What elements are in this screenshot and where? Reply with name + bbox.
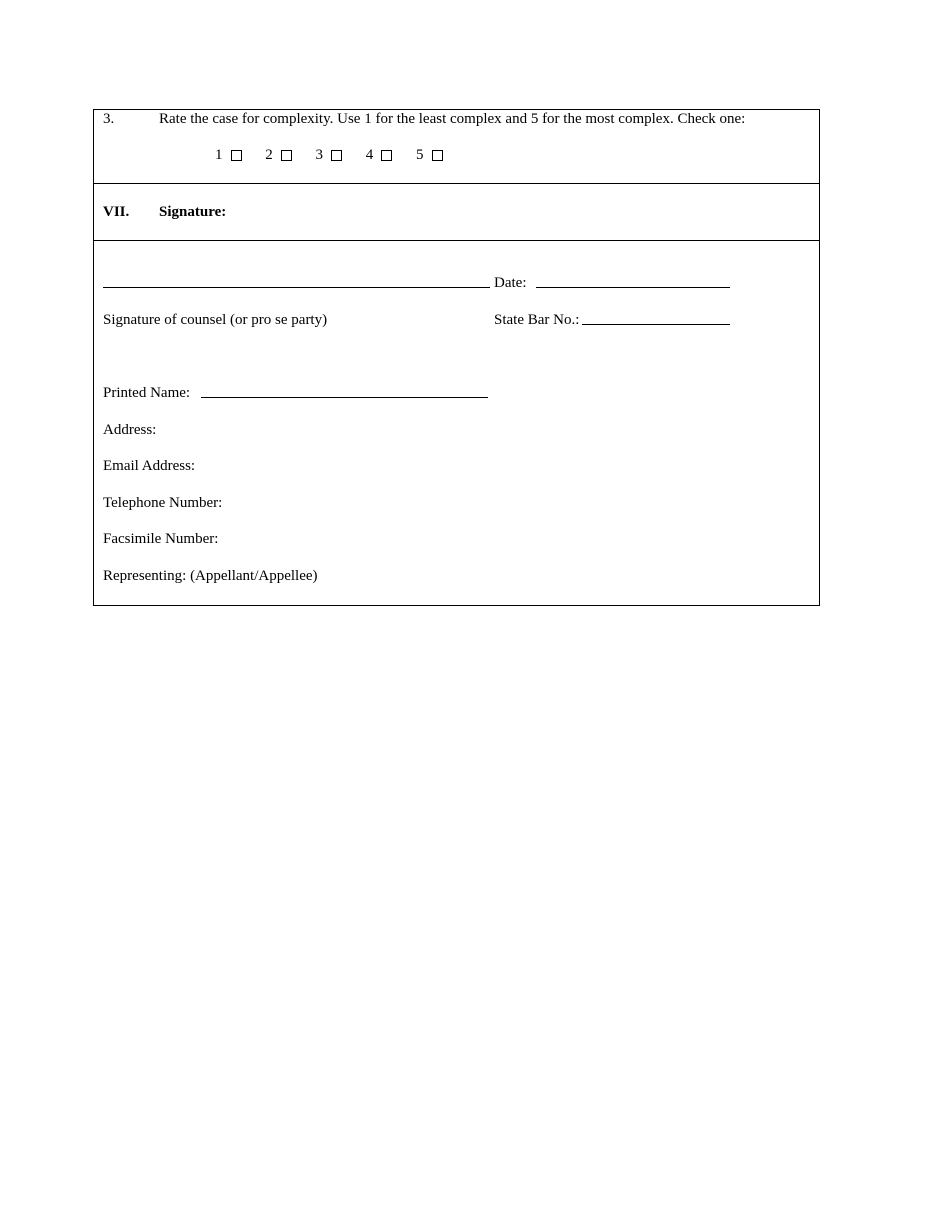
fax-label: Facsimile Number: xyxy=(103,531,219,547)
rating-label: 5 xyxy=(416,147,424,163)
state-bar-field[interactable] xyxy=(582,311,730,325)
signature-block xyxy=(94,241,819,607)
rating-option-1[interactable] xyxy=(215,146,242,164)
form-box xyxy=(93,109,820,606)
section-numeral: VII. xyxy=(103,204,130,220)
printed-name-field[interactable] xyxy=(201,384,488,398)
rating-checkbox-3[interactable] xyxy=(331,150,342,161)
rating-label: 3 xyxy=(315,147,323,163)
rating-checkbox-2[interactable] xyxy=(281,150,292,161)
signature-section-header xyxy=(94,184,819,241)
rating-label: 4 xyxy=(365,147,374,163)
address-label: Address: xyxy=(103,422,157,438)
rating-option-2[interactable] xyxy=(265,146,292,164)
rating-option-3[interactable] xyxy=(316,146,343,164)
question-number: 3. xyxy=(103,111,115,127)
section-title: Signature: xyxy=(159,204,227,220)
rating-label: 2 xyxy=(265,147,273,163)
rating-checkbox-5[interactable] xyxy=(432,150,443,161)
telephone-label: Telephone Number: xyxy=(103,495,223,511)
representing-label: Representing: (Appellant/Appellee) xyxy=(103,568,318,584)
signature-caption: Signature of counsel (or pro se party) xyxy=(103,312,328,328)
printed-name-label: Printed Name: xyxy=(103,385,191,401)
date-label: Date: xyxy=(494,275,527,291)
question-text: Rate the case for complexity. Use 1 for the least complex and 5 for the most complex. Check one: xyxy=(159,111,746,127)
rating-checkbox-4[interactable] xyxy=(381,150,392,161)
rating-option-5[interactable] xyxy=(416,146,443,164)
signature-line[interactable] xyxy=(103,274,490,288)
email-label: Email Address: xyxy=(103,458,196,474)
rating-option-4[interactable] xyxy=(366,146,393,164)
date-field[interactable] xyxy=(536,274,730,288)
state-bar-label: State Bar No.: xyxy=(494,312,580,328)
complexity-rating-group xyxy=(215,146,463,164)
complexity-section xyxy=(94,110,819,184)
rating-label: 1 xyxy=(215,147,223,163)
rating-checkbox-1[interactable] xyxy=(231,150,242,161)
